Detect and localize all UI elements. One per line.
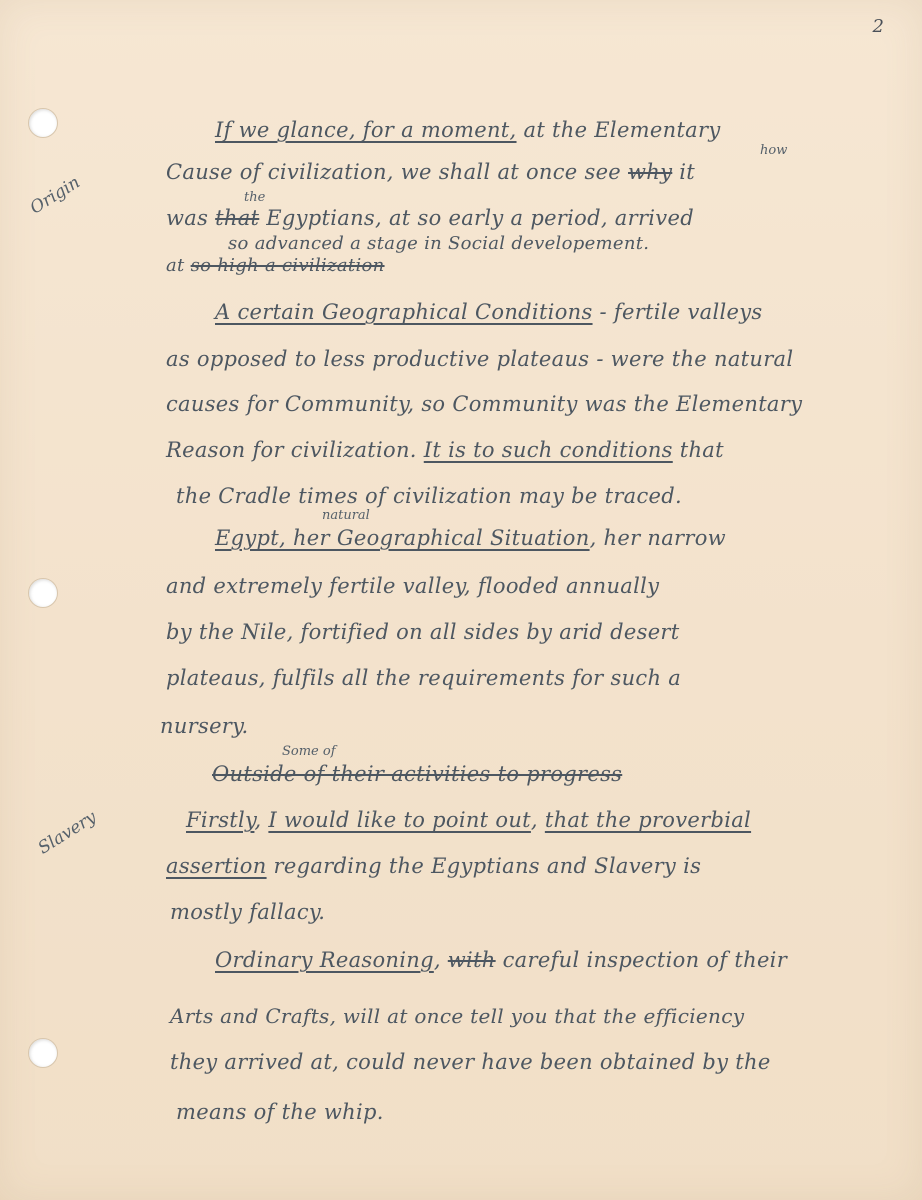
text-fragment: ,: [433, 948, 448, 972]
margin-note-origin: Origin: [26, 172, 84, 219]
text-fragment: careful inspection of their: [495, 948, 788, 972]
text-fragment: at the Elementary: [516, 118, 721, 142]
text-fragment: at: [166, 255, 191, 276]
text-line-4: [166, 255, 385, 276]
text-fragment: ,: [530, 808, 545, 832]
page-number: 2: [872, 16, 884, 37]
text-line-17: [166, 854, 701, 878]
struck-phrase: so high a civilization: [190, 255, 385, 276]
punch-hole-middle: [28, 578, 58, 608]
struck-heading: Outside of their activities to progress: [212, 762, 623, 786]
text-fragment: regarding the Egyptians and Slavery is: [266, 854, 702, 878]
text-line-13: plateaus, fulfils all the requirements for such a: [166, 666, 682, 690]
insertion-the: the: [244, 190, 266, 205]
punch-hole-top: [28, 108, 58, 138]
struck-word: why: [628, 160, 673, 184]
underlined-phrase: It is to such conditions: [423, 438, 673, 462]
insertion-some-of: Some of: [282, 744, 336, 759]
text-line-14: nursery.: [160, 714, 249, 738]
text-fragment: - fertile valleys: [592, 300, 763, 324]
text-fragment: that: [672, 438, 724, 462]
text-line-2: [166, 160, 695, 184]
insertion-line-4: [228, 233, 649, 254]
text-line-19: [215, 948, 787, 972]
underlined-phrase: A certain Geographical Conditions: [215, 300, 593, 324]
underlined-phrase: If we glance, for a moment,: [215, 118, 517, 142]
text-fragment: Cause of civilization, we shall at once see: [166, 160, 629, 184]
text-line-6: as opposed to less productive plateaus - were the natural: [166, 347, 794, 371]
underlined-phrase: Ordinary Reasoning: [215, 948, 434, 972]
text-line-7: causes for Community, so Community was the Elementary: [166, 392, 803, 416]
text-line-8: [166, 438, 724, 462]
struck-word: that: [215, 206, 260, 230]
insertion-natural: natural: [322, 508, 370, 523]
text-line-5: [215, 300, 763, 324]
text-line-12: by the Nile, fortified on all sides by arid desert: [166, 620, 680, 644]
struck-word: with: [447, 948, 496, 972]
text-line-11: and extremely fertile valley, flooded annually: [166, 574, 660, 598]
text-line-3: [166, 206, 694, 230]
text-line-20: Arts and Crafts, will at once tell you that the efficiency: [170, 1004, 745, 1028]
text-line-18: mostly fallacy.: [170, 900, 326, 924]
text-fragment: Reason for civilization.: [166, 438, 424, 462]
text-fragment: it: [672, 160, 696, 184]
text-line-22: means of the whip.: [176, 1100, 384, 1124]
text-line-1: [215, 118, 721, 142]
margin-note-slavery: Slavery: [34, 807, 101, 859]
text-line-9: the Cradle times of civilization may be traced.: [176, 484, 682, 508]
insertion-how: how: [760, 143, 788, 158]
text-line-21: they arrived at, could never have been obtained by the: [170, 1050, 771, 1074]
underlined-phrase: that the proverbial: [544, 808, 752, 832]
underlined-phrase: Egypt, her Geographical Situation: [215, 526, 590, 550]
text-fragment: so advanced a stage in Social developement.: [228, 233, 650, 254]
text-fragment: , her narrow: [589, 526, 726, 550]
text-fragment: was: [166, 206, 216, 230]
underlined-word: assertion: [166, 854, 267, 878]
text-line-10: [215, 526, 726, 550]
text-line-16: [186, 808, 751, 832]
text-fragment: ,: [254, 808, 269, 832]
text-line-15: [212, 762, 622, 786]
punch-hole-bottom: [28, 1038, 58, 1068]
underlined-phrase: I would like to point out: [268, 808, 531, 832]
text-fragment: Egyptians, at so early a period, arrived: [259, 206, 694, 230]
underlined-word: Firstly: [186, 808, 255, 832]
